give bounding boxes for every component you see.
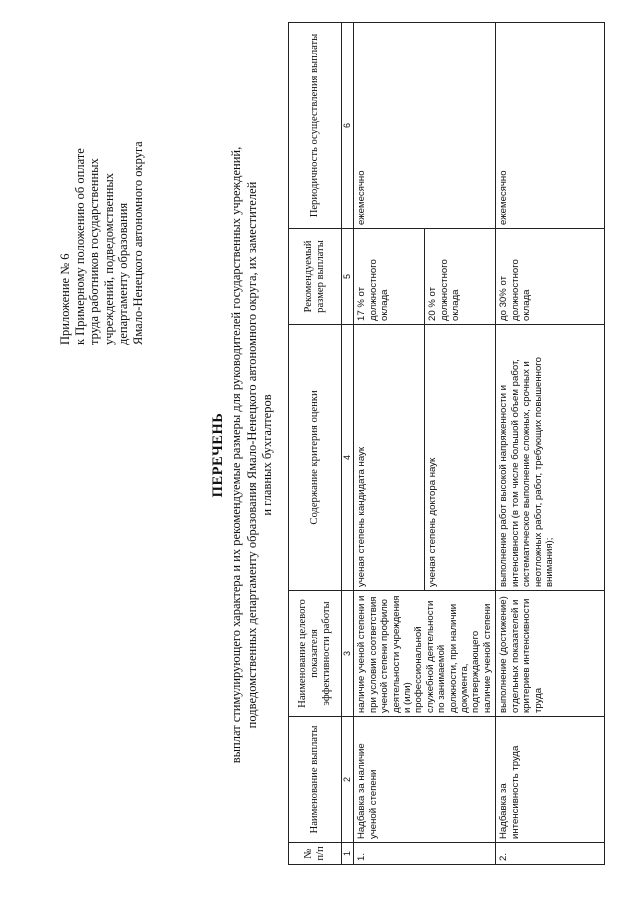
payment-name: Надбавка за интенсивность труда	[496, 717, 605, 843]
appendix-line: департаменту образования	[116, 202, 131, 345]
payment-period: ежемесячно	[354, 23, 496, 229]
header-payment-name: Наименование выплаты	[289, 717, 342, 843]
header-period: Периодичность осуществления выплаты	[289, 23, 342, 229]
document-heading	[210, 75, 276, 835]
payment-name: Надбавка за наличие ученой степени	[354, 717, 496, 843]
criteria-text: выполнение работ высокой напряженности и интенсивности (в том числе большой объем работ, систематическое выполнение сложных, срочных и неотложных работ, работ, требующих повышенного внимания);	[496, 325, 605, 591]
payment-size: до 30% от должностного оклада	[496, 229, 605, 325]
table-row	[354, 23, 425, 865]
payment-period: ежемесячно	[496, 23, 605, 229]
appendix-line: учреждений, подведомственных	[101, 172, 116, 345]
payments-table	[288, 22, 605, 865]
criteria-text: ученая степень доктора наук	[425, 325, 496, 591]
column-number: 5	[342, 229, 354, 325]
appendix-line: Ямало-Ненецкого автономного округа	[130, 141, 145, 345]
column-number: 1	[342, 843, 354, 865]
row-number: 1.	[354, 843, 496, 865]
appendix-line: труда работников государственных	[87, 158, 102, 345]
appendix-line: Приложение № 6	[58, 253, 72, 345]
column-number: 3	[342, 591, 354, 717]
row-number: 2.	[496, 843, 605, 865]
payment-size: 20 % от должностного оклада	[425, 229, 496, 325]
heading-line: и главных бухгалтеров	[260, 394, 274, 516]
header-criteria: Содержание критерия оценки	[289, 325, 342, 591]
appendix-line: к Примерному положению об оплате	[72, 148, 87, 345]
table-header-row	[289, 23, 342, 865]
indicator-text: наличие ученой степени и при условии соответствия ученой степени профилю деятельности учреждения и (или) профессиональной служебной деятельности по занимаемой должности, при наличии документа, подтверждающего наличие ученой степени	[354, 591, 496, 717]
header-indicator: Наименование целевого показателя эффективности работы	[289, 591, 342, 717]
appendix-note	[58, 45, 146, 345]
column-number: 2	[342, 717, 354, 843]
heading-line: выплат стимулирующего характера и их рекомендуемые размеры для руководителей государственных учреждений,	[229, 146, 243, 764]
table-row	[496, 23, 605, 865]
criteria-text: ученая степень кандидата наук	[354, 325, 425, 591]
column-number: 4	[342, 325, 354, 591]
header-number: № п/п	[289, 843, 342, 865]
column-number-row	[342, 23, 354, 865]
document-title: ПЕРЕЧЕНЬ	[210, 412, 226, 498]
payment-size: 17 % от должностного оклада	[354, 229, 425, 325]
header-size: Рекомендуемый размер выплаты	[289, 229, 342, 325]
column-number: 6	[342, 23, 354, 229]
heading-line: подведомственных департаменту образования Ямало-Ненецкого автономного округа, их заместителей	[244, 181, 259, 729]
indicator-text: выполнение (достижение) отдельных показателей и критериев интенсивности труда	[496, 591, 605, 717]
